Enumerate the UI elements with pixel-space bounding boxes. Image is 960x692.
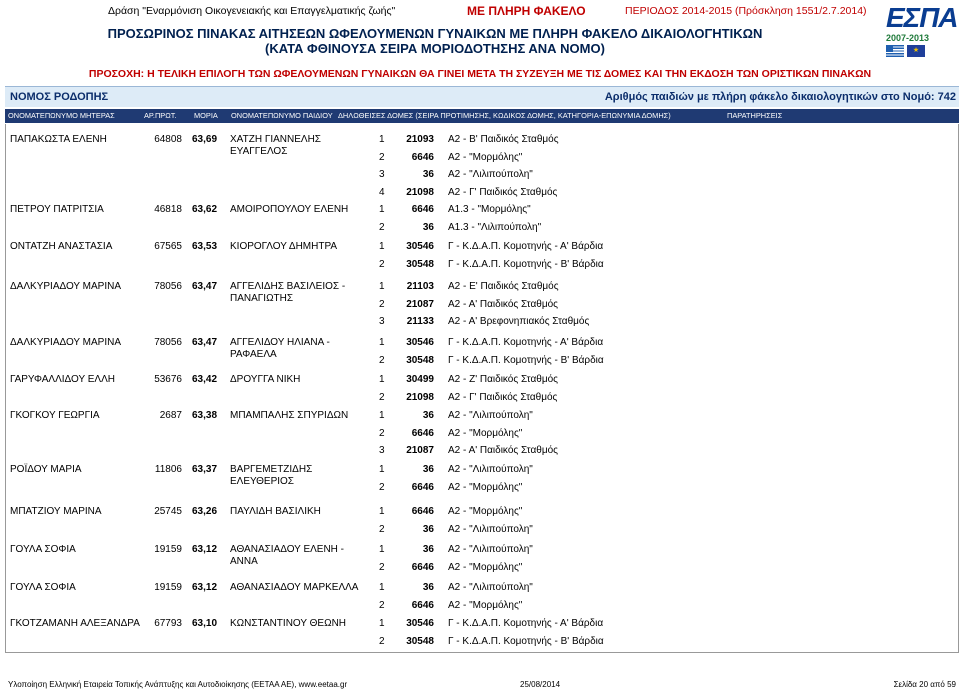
structure-name: Α2 - Α' Βρεφονηπιακός Σταθμός bbox=[448, 316, 590, 328]
mother-name: ΜΠΑΤΖΙΟΥ ΜΑΡΙΝΑ bbox=[10, 506, 102, 517]
structure-name: Α2 - "Λιλιπούπολη" bbox=[448, 169, 533, 181]
structure-code: 21093 bbox=[406, 134, 434, 145]
col-structures: ΔΗΛΩΘΕΙΣΕΣ ΔΟΜΕΣ (ΣΕΙΡΑ ΠΡΟΤΙΜΗΣΗΣ, ΚΩΔΙΚΟΣ ΔΟΜΗΣ, ΚΑΤΗΓΟΡΙΑ-ΕΠΩΝΥΜΙΑ ΔΟΜΗΣ) bbox=[338, 111, 671, 120]
structure-option bbox=[6, 152, 960, 164]
preference-order: 2 bbox=[379, 354, 385, 366]
structure-option bbox=[6, 374, 960, 386]
preference-order: 2 bbox=[379, 523, 385, 535]
structure-code: 36 bbox=[422, 523, 434, 535]
points: 63,69 bbox=[192, 134, 218, 145]
protocol-number: 67793 bbox=[154, 618, 182, 629]
mother-name: ΟΝΤΑΤΖΗ ΑΝΑΣΤΑΣΙΑ bbox=[10, 241, 113, 252]
structure-name: Α2 - "Μορμόλης" bbox=[448, 151, 523, 163]
preference-order: 4 bbox=[379, 186, 385, 198]
espa-logo-years: 2007-2013 bbox=[886, 33, 930, 43]
structure-code: 30548 bbox=[406, 354, 434, 366]
points: 63,47 bbox=[192, 337, 218, 348]
col-child: ΟΝΟΜΑΤΕΠΩΝΥΜΟ ΠΑΙΔΙΟΥ bbox=[231, 111, 333, 120]
structure-name: Α2 - Ε' Παιδικός Σταθμός bbox=[448, 281, 559, 292]
region-name: ΝΟΜΟΣ ΡΟΔΟΠΗΣ bbox=[10, 91, 109, 103]
protocol-number: 78056 bbox=[154, 337, 182, 348]
col-arprot: ΑΡ.ΠΡΩΤ. bbox=[144, 111, 177, 120]
structure-code: 36 bbox=[422, 582, 434, 593]
child-name: ΒΑΡΓΕΜΕΤΖΙΔΗΣ ΕΛΕΥΘΕΡΙΟΣ bbox=[230, 464, 313, 487]
mother-name: ΡΟΪΔΟΥ ΜΑΡΙΑ bbox=[10, 464, 82, 475]
preference-order: 2 bbox=[379, 221, 385, 233]
structure-option bbox=[6, 562, 960, 574]
structure-option bbox=[6, 134, 960, 146]
structure-name: Α2 - "Λιλιπούπολη" bbox=[448, 410, 533, 421]
structure-name: Α2 - "Λιλιπούπολη" bbox=[448, 464, 533, 475]
top-header bbox=[0, 5, 960, 19]
structure-name: Α2 - "Μορμόλης" bbox=[448, 427, 523, 439]
structure-option bbox=[6, 241, 960, 253]
structure-code: 6646 bbox=[411, 427, 434, 439]
child-name: ΚΙΟΡΟΓΛΟΥ ΔΗΜΗΤΡΑ bbox=[230, 241, 338, 252]
footer-date: 25/08/2014 bbox=[520, 680, 561, 689]
structure-name: Α2 - Α' Παιδικός Σταθμός bbox=[448, 298, 558, 310]
preference-order: 1 bbox=[379, 374, 385, 385]
preference-order: 2 bbox=[379, 151, 385, 163]
structure-option bbox=[6, 355, 960, 367]
structure-name: Γ - Κ.Δ.Α.Π. Κομοτηνής - Β' Βάρδια bbox=[448, 258, 604, 270]
protocol-number: 11806 bbox=[154, 464, 182, 475]
structure-code: 30546 bbox=[406, 618, 434, 629]
preference-order: 2 bbox=[379, 599, 385, 611]
structure-option bbox=[6, 169, 960, 181]
mother-name: ΓΚΟΤΖΑΜΑΝΗ ΑΛΕΞΑΝΔΡΑ bbox=[10, 618, 140, 629]
structure-name: Γ - Κ.Δ.Α.Π. Κομοτηνής - Α' Βάρδια bbox=[448, 618, 604, 629]
preference-order: 1 bbox=[379, 134, 385, 145]
structure-option bbox=[6, 506, 960, 518]
structure-code: 21103 bbox=[406, 281, 434, 292]
structure-code: 6646 bbox=[411, 561, 434, 573]
structure-name: Α2 - "Λιλιπούπολη" bbox=[448, 523, 533, 535]
preference-order: 1 bbox=[379, 618, 385, 629]
structure-option bbox=[6, 482, 960, 494]
structure-option bbox=[6, 445, 960, 457]
structure-option bbox=[6, 618, 960, 630]
structure-name: Γ - Κ.Δ.Α.Π. Κομοτηνής - Α' Βάρδια bbox=[448, 337, 604, 348]
points: 63,12 bbox=[192, 582, 218, 593]
structure-name: Α2 - "Λιλιπούπολη" bbox=[448, 544, 533, 555]
page-title: ΠΡΟΣΩΡΙΝΟΣ ΠΙΝΑΚΑΣ ΑΙΤΗΣΕΩΝ ΩΦΕΛΟΥΜΕΝΩΝ ΓΥΝΑΙΚΩΝ ΜΕ ΠΛΗΡΗ ΦΑΚΕΛΟ ΔΙΚΑΙΟΛΟΓΗΤΙΚΩΝ bbox=[107, 26, 763, 41]
structure-code: 21087 bbox=[406, 445, 434, 457]
col-notes: ΠΑΡΑΤΗΡΗΣΕΙΣ bbox=[727, 111, 783, 120]
preference-order: 1 bbox=[379, 241, 385, 252]
warning-notice: ΠΡΟΣΟΧΗ: Η ΤΕΛΙΚΗ ΕΠΙΛΟΓΗ ΤΩΝ ΩΦΕΛΟΥΜΕΝΩΝ ΓΥΝΑΙΚΩΝ ΘΑ ΓΙΝΕΙ ΜΕΤΑ ΤΗ ΣΥΖΕΥΞΗ ΜΕ ΤΙΣ ΔΟΜΕΣ ΚΑΙ ΤΗΝ ΕΚΔΟΣΗ ΤΩΝ ΟΡΙΣΤΙΚΩΝ ΠΙΝΑΚΩΝ bbox=[88, 68, 872, 80]
preference-order: 1 bbox=[379, 464, 385, 475]
protocol-number: 46818 bbox=[154, 204, 182, 215]
points: 63,26 bbox=[192, 506, 218, 517]
structure-code: 30546 bbox=[406, 241, 434, 252]
child-name: ΑΜΟΙΡΟΠΟΥΛΟΥ ΕΛΕΝΗ bbox=[230, 204, 349, 215]
structure-option bbox=[6, 410, 960, 422]
structure-option bbox=[6, 636, 960, 648]
column-headers bbox=[5, 109, 959, 123]
mother-name: ΓΚΟΓΚΟΥ ΓΕΩΡΓΙΑ bbox=[10, 410, 100, 421]
child-name: ΑΘΑΝΑΣΙΑΔΟΥ ΕΛΕΝΗ - ΑΝΝΑ bbox=[230, 544, 345, 567]
structure-option bbox=[6, 204, 960, 216]
child-name: ΑΓΓΕΛΙΔΗΣ ΒΑΣΙΛΕΙΟΣ - ΠΑΝΑΓΙΩΤΗΣ bbox=[230, 281, 346, 304]
protocol-number: 67565 bbox=[154, 241, 182, 252]
footer-page-number: Σελίδα 20 από 59 bbox=[893, 680, 956, 689]
espa-logo-text: ΕΣΠΑ bbox=[886, 2, 958, 33]
structure-code: 6646 bbox=[411, 204, 434, 215]
mother-name: ΔΑΛΚΥΡΙΑΔΟΥ ΜΑΡΙΝΑ bbox=[10, 281, 122, 292]
page-subtitle: (ΚΑΤΑ ΦΘΙΝΟΥΣΑ ΣΕΙΡΑ ΜΟΡΙΟΔΟΤΗΣΗΣ ΑΝΑ ΝΟΜΟ) bbox=[265, 41, 605, 56]
records-table bbox=[5, 124, 959, 653]
mother-name: ΓΑΡΥΦΑΛΛΙΔΟΥ ΕΛΛΗ bbox=[10, 374, 115, 385]
structure-name: Α2 - "Μορμόλης" bbox=[448, 561, 523, 573]
child-name: ΚΩΝΣΤΑΝΤΙΝΟΥ ΘΕΩΝΗ bbox=[230, 618, 347, 629]
structure-name: Γ - Κ.Δ.Α.Π. Κομοτηνής - Β' Βάρδια bbox=[448, 354, 604, 366]
structure-code: 21087 bbox=[406, 298, 434, 310]
preference-order: 1 bbox=[379, 337, 385, 348]
folder-status: ΜΕ ΠΛΗΡΗ ΦΑΚΕΛΟ bbox=[467, 4, 586, 18]
preference-order: 2 bbox=[379, 635, 385, 647]
points: 63,62 bbox=[192, 204, 218, 215]
eu-flag-icon: ★ bbox=[907, 45, 925, 57]
col-moria: ΜΟΡΙΑ bbox=[194, 111, 218, 120]
structure-code: 6646 bbox=[411, 481, 434, 493]
structure-option bbox=[6, 428, 960, 440]
structure-code: 36 bbox=[422, 221, 434, 233]
structure-code: 30548 bbox=[406, 635, 434, 647]
structure-name: Α2 - Ζ' Παιδικός Σταθμός bbox=[448, 374, 558, 385]
protocol-number: 64808 bbox=[154, 134, 182, 145]
structure-code: 36 bbox=[422, 410, 434, 421]
footer-implementation: Υλοποίηση Ελληνική Εταιρεία Τοπικής Ανάπτυξης και Αυτοδιοίκησης (ΕΕΤΑΑ ΑΕ), www.eetaa.gr bbox=[8, 680, 348, 689]
structure-code: 30546 bbox=[406, 337, 434, 348]
mother-name: ΓΟΥΛΑ ΣΟΦΙΑ bbox=[10, 544, 76, 555]
col-mother: ΟΝΟΜΑΤΕΠΩΝΥΜΟ ΜΗΤΕΡΑΣ bbox=[8, 111, 115, 120]
structure-name: Α2 - Α' Παιδικός Σταθμός bbox=[448, 445, 558, 457]
structure-code: 6646 bbox=[411, 506, 434, 517]
points: 63,10 bbox=[192, 618, 218, 629]
points: 63,38 bbox=[192, 410, 218, 421]
preference-order: 2 bbox=[379, 258, 385, 270]
structure-option bbox=[6, 222, 960, 234]
program-name: Δράση "Εναρμόνιση Οικογενειακής και Επαγγελματικής ζωής" bbox=[108, 5, 396, 17]
structure-code: 30548 bbox=[406, 258, 434, 270]
protocol-number: 2687 bbox=[159, 410, 182, 421]
structure-name: Α1.3 - "Μορμόλης" bbox=[448, 204, 531, 215]
preference-order: 3 bbox=[379, 316, 385, 328]
protocol-number: 19159 bbox=[154, 544, 182, 555]
preference-order: 1 bbox=[379, 582, 385, 593]
structure-option bbox=[6, 464, 960, 476]
structure-code: 21133 bbox=[406, 316, 434, 328]
structure-name: Α2 - Γ' Παιδικός Σταθμός bbox=[448, 186, 558, 198]
structure-option bbox=[6, 316, 960, 328]
preference-order: 2 bbox=[379, 481, 385, 493]
preference-order: 1 bbox=[379, 506, 385, 517]
structure-option bbox=[6, 392, 960, 404]
structure-option bbox=[6, 600, 960, 612]
espa-logo bbox=[886, 2, 958, 64]
child-name: ΔΡΟΥΓΓΑ ΝΙΚΗ bbox=[230, 374, 301, 385]
mother-name: ΠΕΤΡΟΥ ΠΑΤΡΙΤΣΙΑ bbox=[10, 204, 104, 215]
structure-name: Γ - Κ.Δ.Α.Π. Κομοτηνής - Β' Βάρδια bbox=[448, 635, 604, 647]
structure-code: 21098 bbox=[406, 186, 434, 198]
greek-flag-icon bbox=[886, 45, 904, 57]
structure-name: Α1.3 - "Λιλιπούπολη" bbox=[448, 221, 542, 233]
preference-order: 1 bbox=[379, 281, 385, 292]
structure-code: 21098 bbox=[406, 391, 434, 403]
structure-option bbox=[6, 544, 960, 556]
points: 63,53 bbox=[192, 241, 218, 252]
points: 63,12 bbox=[192, 544, 218, 555]
children-count: Αριθμός παιδιών με πλήρη φάκελο δικαιολογητικών στο Νομό: 742 bbox=[604, 91, 956, 103]
mother-name: ΓΟΥΛΑ ΣΟΦΙΑ bbox=[10, 582, 76, 593]
protocol-number: 78056 bbox=[154, 281, 182, 292]
preference-order: 1 bbox=[379, 544, 385, 555]
child-name: ΜΠΑΜΠΑΛΗΣ ΣΠΥΡΙΔΩΝ bbox=[230, 410, 349, 421]
points: 63,37 bbox=[192, 464, 218, 475]
structure-name: Α2 - "Λιλιπούπολη" bbox=[448, 582, 533, 593]
region-bar bbox=[5, 86, 959, 107]
child-name: ΑΘΑΝΑΣΙΑΔΟΥ ΜΑΡΚΕΛΛΑ bbox=[230, 582, 359, 593]
structure-option bbox=[6, 524, 960, 536]
structure-code: 36 bbox=[422, 464, 434, 475]
structure-code: 6646 bbox=[411, 151, 434, 163]
preference-order: 1 bbox=[379, 410, 385, 421]
protocol-number: 25745 bbox=[154, 506, 182, 517]
structure-name: Α2 - Β' Παιδικός Σταθμός bbox=[448, 134, 559, 145]
points: 63,47 bbox=[192, 281, 218, 292]
structure-option bbox=[6, 299, 960, 311]
preference-order: 3 bbox=[379, 445, 385, 457]
structure-name: Α2 - "Μορμόλης" bbox=[448, 506, 523, 517]
preference-order: 2 bbox=[379, 427, 385, 439]
structure-code: 36 bbox=[422, 544, 434, 555]
preference-order: 2 bbox=[379, 561, 385, 573]
period-label: ΠΕΡΙΟΔΟΣ 2014-2015 (Πρόσκληση 1551/2.7.2014) bbox=[625, 5, 867, 17]
structure-name: Α2 - "Μορμόλης" bbox=[448, 599, 523, 611]
child-name: ΧΑΤΖΗ ΓΙΑΝΝΕΛΗΣ ΕΥΑΓΓΕΛΟΣ bbox=[230, 134, 321, 157]
preference-order: 2 bbox=[379, 391, 385, 403]
structure-code: 30499 bbox=[406, 374, 434, 385]
structure-option bbox=[6, 281, 960, 293]
points: 63,42 bbox=[192, 374, 218, 385]
child-name: ΠΑΥΛΙΔΗ ΒΑΣΙΛΙΚΗ bbox=[230, 506, 321, 517]
structure-name: Α2 - Γ' Παιδικός Σταθμός bbox=[448, 391, 558, 403]
structure-option bbox=[6, 259, 960, 271]
preference-order: 1 bbox=[379, 204, 385, 215]
mother-name: ΠΑΠΑΚΩΣΤΑ ΕΛΕΝΗ bbox=[10, 134, 107, 145]
child-name: ΑΓΓΕΛΙΔΟΥ ΗΛΙΑΝΑ - ΡΑΦΑΕΛΑ bbox=[230, 337, 330, 360]
structure-name: Γ - Κ.Δ.Α.Π. Κομοτηνής - Α' Βάρδια bbox=[448, 241, 604, 252]
structure-code: 36 bbox=[422, 169, 434, 181]
page-footer bbox=[0, 680, 960, 692]
preference-order: 3 bbox=[379, 169, 385, 181]
structure-option bbox=[6, 187, 960, 199]
structure-option bbox=[6, 582, 960, 594]
structure-code: 6646 bbox=[411, 599, 434, 611]
structure-option bbox=[6, 337, 960, 349]
protocol-number: 53676 bbox=[154, 374, 182, 385]
protocol-number: 19159 bbox=[154, 582, 182, 593]
mother-name: ΔΑΛΚΥΡΙΑΔΟΥ ΜΑΡΙΝΑ bbox=[10, 337, 122, 348]
preference-order: 2 bbox=[379, 298, 385, 310]
structure-name: Α2 - "Μορμόλης" bbox=[448, 481, 523, 493]
